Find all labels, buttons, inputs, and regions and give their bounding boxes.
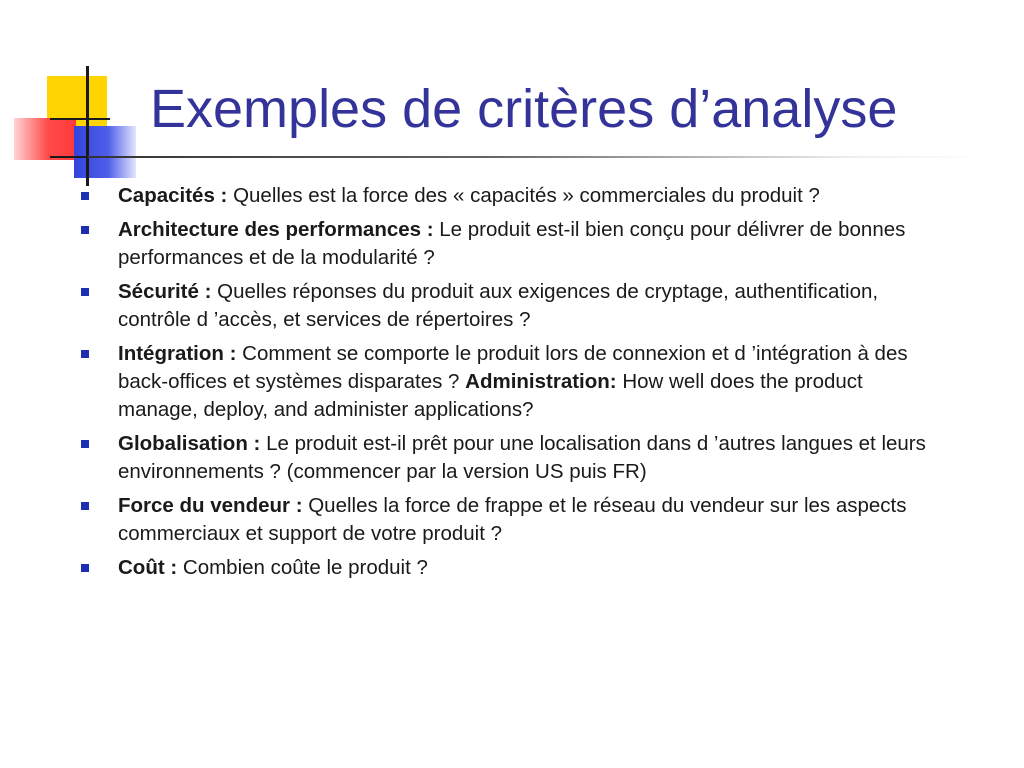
- square-bullet-icon: [81, 288, 89, 296]
- bullet-item-securite: [118, 278, 948, 334]
- logo-horizontal-line: [50, 118, 110, 120]
- bullet-text: Le produit est-il bien conçu pour délivrer de bonnes performances et de la modularité ?: [118, 218, 906, 269]
- bullet-term: Globalisation :: [118, 432, 261, 455]
- logo-blue-square: [74, 126, 136, 178]
- bullet-text: Comment se comporte le produit lors de connexion et d ’intégration à des back-offices et systèmes disparates ?: [118, 342, 908, 393]
- bullet-item-cout: [118, 554, 948, 582]
- bullet-term: Capacités :: [118, 184, 228, 207]
- bullet-term: Intégration :: [118, 342, 237, 365]
- bullet-term-administration: Administration:: [465, 370, 617, 393]
- bullet-item-capacites: [118, 182, 948, 210]
- bullet-item-integration: [118, 340, 948, 424]
- square-bullet-icon: [81, 226, 89, 234]
- bullet-term: Force du vendeur :: [118, 494, 303, 517]
- bullet-text: Le produit est-il prêt pour une localisation dans d ’autres langues et leurs environnements ? (commencer par la version US puis FR): [118, 432, 926, 483]
- bullet-text: Quelles la force de frappe et le réseau du vendeur sur les aspects commerciaux et support de votre produit ?: [118, 494, 907, 545]
- square-bullet-icon: [81, 564, 89, 572]
- bullet-list: [118, 182, 948, 588]
- bullet-term: Coût :: [118, 556, 178, 579]
- square-bullet-icon: [81, 440, 89, 448]
- slide-title: Exemples de critères d’analyse: [150, 79, 898, 139]
- bullet-term: Sécurité :: [118, 280, 212, 303]
- square-bullet-icon: [81, 350, 89, 358]
- bullet-item-globalisation: [118, 430, 948, 486]
- bullet-item-architecture: [118, 216, 948, 272]
- bullet-text: Combien coûte le produit ?: [177, 556, 428, 579]
- bullet-item-force-vendeur: [118, 492, 948, 548]
- bullet-text: Quelles réponses du produit aux exigences de cryptage, authentification, contrôle d ’accès, et services de répertoires ?: [118, 280, 879, 331]
- logo-vertical-line: [86, 66, 89, 186]
- title-underline: [88, 156, 988, 158]
- bullet-text: How well does the product manage, deploy, and administer applications?: [118, 370, 863, 421]
- square-bullet-icon: [81, 502, 89, 510]
- bullet-term: Architecture des performances :: [118, 218, 434, 241]
- logo-red-square: [14, 118, 76, 160]
- slide-logo-decoration: [0, 0, 140, 190]
- bullet-text: Quelles est la force des « capacités » commerciales du produit ?: [227, 184, 820, 207]
- square-bullet-icon: [81, 192, 89, 200]
